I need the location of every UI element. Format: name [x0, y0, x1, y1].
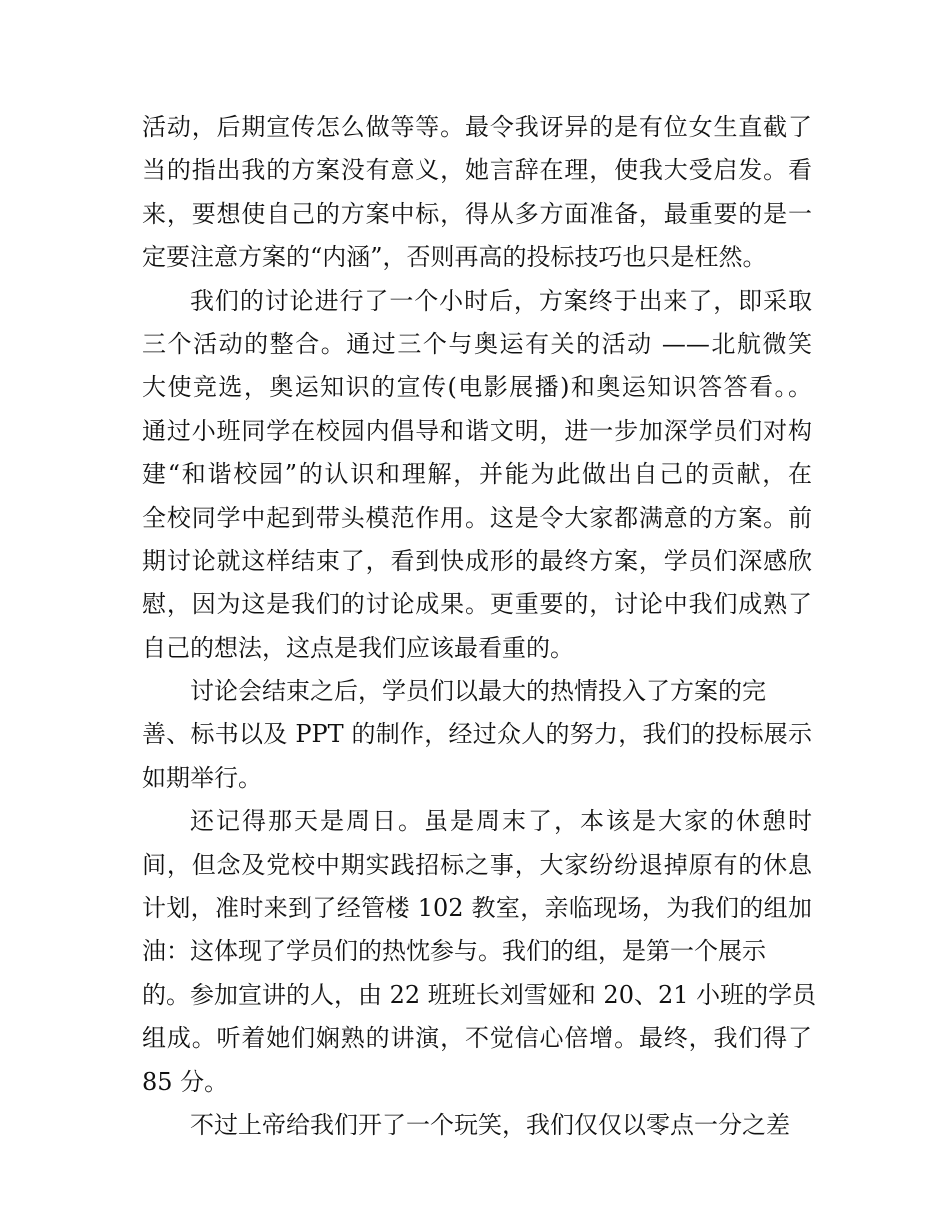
text-line: 全校同学中起到带头模范作用。这是令大家都满意的方案。前	[142, 503, 812, 532]
text-line: 活动，后期宣传怎么做等等。最令我讶异的是有位女生直截了	[142, 113, 812, 141]
paragraph-first-line: 不过上帝给我们开了一个玩笑，我们仅仅以零点一分之差	[190, 1110, 790, 1139]
text-line: 间，但念及党校中期实践招标之事，大家纷纷退掉原有的休息	[142, 850, 812, 879]
text-line: 定要注意方案的“内涵”，否则再高的投标技巧也只是枉然。	[142, 243, 767, 272]
text-line: 自己的想法，这点是我们应该最看重的。	[142, 633, 574, 662]
text-line: 三个活动的整合。通过三个与奥运有关的活动 ——北航微笑	[142, 329, 812, 358]
paragraph-first-line: 我们的讨论进行了一个小时后，方案终于出来了，即采取	[190, 286, 812, 315]
paragraph-first-line: 讨论会结束之后，学员们以最大的热情投入了方案的完	[190, 677, 766, 706]
text-line: 建“和谐校园”的认识和理解，并能为此做出自己的贡献，在	[142, 460, 812, 489]
text-line: 85 分。	[142, 1067, 229, 1096]
text-line: 善、标书以及 PPT 的制作，经过众人的努力，我们的投标展示	[142, 720, 812, 749]
text-line: 来，要想使自己的方案中标，得从多方面准备，最重要的是一	[142, 199, 812, 228]
text-line: 如期举行。	[142, 763, 262, 792]
text-line: 油：这体现了学员们的热忱参与。我们的组，是第一个展示	[142, 937, 766, 966]
text-line: 的。参加宣讲的人，由 22 班班长刘雪娅和 20、21 小班的学员	[142, 980, 817, 1009]
body-text	[142, 106, 817, 1147]
text-line: 计划，准时来到了经管楼 102 教室，亲临现场，为我们的组加	[142, 894, 812, 923]
text-line: 组成。听着她们娴熟的讲演，不觉信心倍增。最终，我们得了	[142, 1024, 812, 1053]
text-line: 通过小班同学在校园内倡导和谐文明，进一步加深学员们对构	[142, 416, 812, 445]
text-line: 期讨论就这样结束了，看到快成形的最终方案，学员们深感欣	[142, 546, 812, 575]
text-line: 大使竞选，奥运知识的宣传(电影展播)和奥运知识答答看。。	[142, 373, 812, 402]
paragraph-first-line: 还记得那天是周日。虽是周末了，本该是大家的休憩时	[190, 807, 812, 836]
text-line: 当的指出我的方案没有意义，她言辞在理，使我大受启发。看	[142, 156, 812, 185]
text-line: 慰，因为这是我们的讨论成果。更重要的，讨论中我们成熟了	[142, 590, 812, 619]
